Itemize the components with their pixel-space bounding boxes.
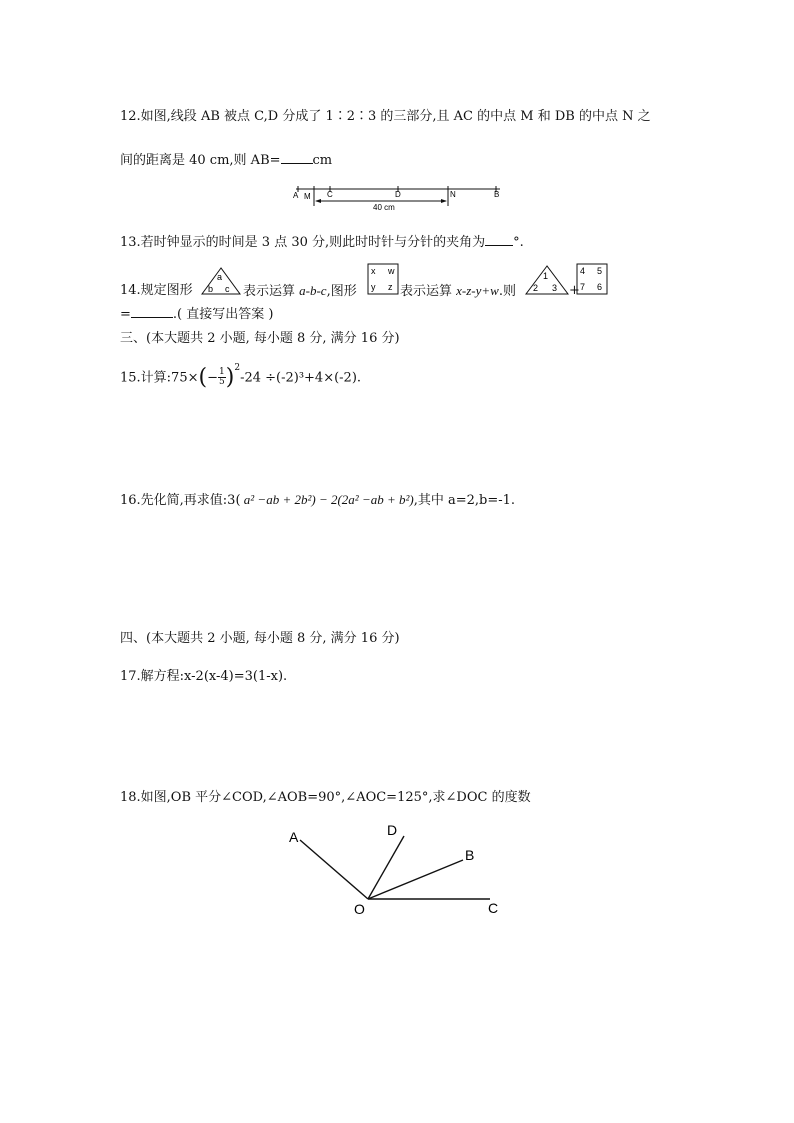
answer-blank-q14	[131, 305, 173, 318]
svg-text:a: a	[217, 272, 223, 282]
svg-text:3: 3	[552, 283, 558, 293]
point-B: B	[465, 847, 475, 863]
svg-text:y: y	[371, 282, 376, 292]
triangle-figure-abc	[200, 266, 242, 296]
question-14-mid1	[243, 282, 357, 301]
label-M: M	[304, 192, 311, 201]
q14-text-3: ,图形	[326, 284, 357, 299]
question-14-line2	[120, 305, 273, 324]
q14-plus: +	[569, 283, 580, 298]
angle-figure	[280, 818, 510, 922]
q14-text-2: 表示运算	[243, 284, 300, 299]
q14-text-1: 14.规定图形	[120, 283, 193, 298]
label-B: B	[494, 190, 500, 199]
question-14-mid2	[400, 282, 516, 301]
q14-note: .( 直接写出答案 )	[172, 307, 274, 322]
answer-blank-q13	[485, 233, 513, 246]
q15-fraction: $\frac{1}{5}$	[219, 367, 225, 388]
box-figure-xywz	[367, 263, 399, 295]
segment-figure	[290, 184, 510, 214]
svg-text:6: 6	[597, 282, 603, 292]
section-3-heading: 三、(本大题共 2 小题, 每小题 8 分, 满分 16 分)	[120, 331, 400, 346]
label-D: D	[395, 190, 401, 199]
question-12-line2	[120, 151, 332, 170]
q15-exponent: 2	[234, 363, 241, 373]
q14-eq: =	[120, 307, 131, 322]
question-16	[120, 491, 515, 510]
question-18: 18.如图,OB 平分∠COD,∠AOB=90°,∠AOC=125°,求∠DOC 的度数	[120, 790, 531, 805]
q15-paren-open: (	[198, 364, 208, 390]
question-13	[120, 233, 524, 252]
q14-op2: x-z-y+w	[456, 283, 499, 298]
question-12-line1: 12.如图,线段 AB 被点 C,D 分成了 1∶2∶3 的三部分,且 AC 的中点 M 和 DB 的中点 N 之	[120, 109, 651, 124]
q15-text: 15.计算:75×	[120, 370, 199, 386]
box-figure-4576	[576, 263, 608, 295]
point-O: O	[354, 901, 365, 917]
q15-rest: -24 ÷(-2)³+4×(-2).	[240, 370, 362, 386]
question-14-line1	[120, 282, 193, 300]
svg-text:4: 4	[580, 266, 586, 276]
label-N: N	[450, 190, 456, 199]
question-17: 17.解方程:x-2(x-4)=3(1-x).	[120, 669, 288, 684]
svg-text:1: 1	[543, 271, 549, 281]
answer-blank-q12	[281, 151, 313, 164]
question-15	[120, 362, 361, 390]
section-4-heading: 四、(本大题共 2 小题, 每小题 8 分, 满分 16 分)	[120, 631, 400, 646]
triangle-figure-123	[524, 264, 570, 296]
label-C: C	[327, 190, 333, 199]
q14-op1: a-b-c	[299, 283, 327, 298]
q16-text: 16.先化简,再求值:3(	[120, 493, 241, 508]
point-D: D	[387, 822, 398, 838]
q12-text: 间的距离是 40 cm,则 AB=	[120, 153, 281, 168]
q16-condition: ,其中 a=2,b=-1.	[413, 493, 516, 508]
svg-text:7: 7	[580, 282, 586, 292]
label-A: A	[293, 191, 299, 200]
point-C: C	[488, 900, 499, 916]
svg-text:5: 5	[597, 266, 603, 276]
svg-text:b: b	[208, 284, 214, 294]
label-distance: 40 cm	[373, 203, 395, 212]
q14-text-4: 表示运算	[400, 284, 457, 299]
q13-text: 13.若时钟显示的时间是 3 点 30 分,则此时时针与分针的夹角为	[120, 235, 486, 250]
svg-text:z: z	[388, 282, 393, 292]
q16-expr2: ) − 2(2a² −ab + b²)	[311, 492, 414, 507]
q16-expr1: a² −ab + 2b²	[240, 492, 312, 507]
svg-text:w: w	[388, 266, 395, 276]
svg-text:x: x	[371, 266, 376, 276]
point-A: A	[289, 829, 299, 845]
q13-unit: °.	[513, 235, 524, 250]
q15-paren-close: )	[225, 364, 235, 390]
svg-text:c: c	[225, 284, 230, 294]
svg-text:2: 2	[533, 283, 539, 293]
q15-minus: −	[207, 370, 218, 386]
q14-text-5: .则	[498, 284, 516, 299]
q12-unit: cm	[312, 153, 333, 168]
